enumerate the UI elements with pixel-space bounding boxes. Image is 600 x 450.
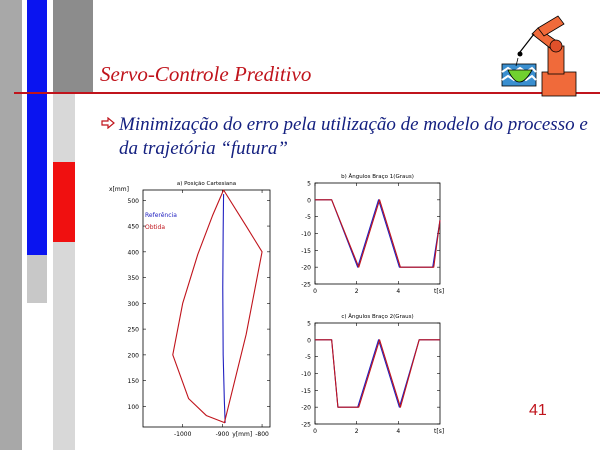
y-tick-label: -5 xyxy=(305,354,311,362)
y-tick-label: -15 xyxy=(301,387,311,395)
x-tick-label: 0 xyxy=(313,428,317,435)
series-line-obtained xyxy=(315,340,440,407)
legend-entry: Obtida xyxy=(145,224,166,231)
x-tick-label: 2 xyxy=(354,428,359,435)
plot-frame xyxy=(315,323,440,424)
page-number: 41 xyxy=(529,402,547,419)
y-tick-label: -25 xyxy=(301,421,311,429)
x-tick-label: 0 xyxy=(313,288,317,295)
x-tick-label: 4 xyxy=(396,288,401,295)
series-line-reference xyxy=(315,200,440,267)
y-tick-label: -10 xyxy=(301,371,311,378)
y-tick-label: -5 xyxy=(305,214,311,222)
y-tick-label: 250 xyxy=(127,326,139,334)
y-tick-label: -15 xyxy=(301,247,311,255)
y-tick-label: -10 xyxy=(301,231,311,238)
x-tick-label: 2 xyxy=(354,288,359,295)
legend-entry: Referência xyxy=(145,212,177,219)
plot-frame xyxy=(315,183,440,284)
x-axis-label: t[s] xyxy=(434,428,445,435)
x-axis-label: y[mm] xyxy=(232,431,253,438)
x-tick-label: -1000 xyxy=(173,431,192,438)
y-tick-label: 100 xyxy=(127,403,139,411)
chart-title: c) Ângulos Braço 2(Graus) xyxy=(341,314,414,320)
y-tick-label: 350 xyxy=(127,275,139,283)
bullet-text: Minimização do erro pela utilização de modelo do processo e da trajetória “futura” xyxy=(119,114,588,159)
y-tick-label: 300 xyxy=(127,300,139,308)
y-tick-label: -20 xyxy=(301,264,311,272)
y-tick-label: 0 xyxy=(307,337,311,345)
y-tick-label: 0 xyxy=(307,197,311,205)
y-tick-label: 150 xyxy=(127,378,139,386)
y-tick-label: 400 xyxy=(127,249,139,257)
chart-title: b) Ângulos Braço 1(Graus) xyxy=(341,174,414,180)
x-axis-label: t[s] xyxy=(434,288,445,295)
series-line-reference xyxy=(315,340,440,407)
y-tick-label: 5 xyxy=(307,180,311,188)
x-tick-label: -900 xyxy=(215,431,230,438)
y-tick-label: -20 xyxy=(301,404,311,412)
slide-title: Servo-Controle Preditivo xyxy=(100,62,312,86)
y-tick-label: 500 xyxy=(127,197,139,205)
y-tick-label: 5 xyxy=(307,320,311,328)
series-line-obtained xyxy=(173,190,262,423)
chart-title: a) Posição Cartesiana xyxy=(176,181,237,187)
series-line-obtained xyxy=(315,200,440,267)
y-axis-label: x[mm] xyxy=(109,186,129,193)
series-line-reference xyxy=(223,194,225,423)
x-tick-label: 4 xyxy=(396,428,401,435)
y-tick-label: 200 xyxy=(127,352,139,360)
y-tick-label: -25 xyxy=(301,281,311,289)
x-tick-label: -800 xyxy=(255,431,269,438)
y-tick-label: 450 xyxy=(127,223,139,231)
